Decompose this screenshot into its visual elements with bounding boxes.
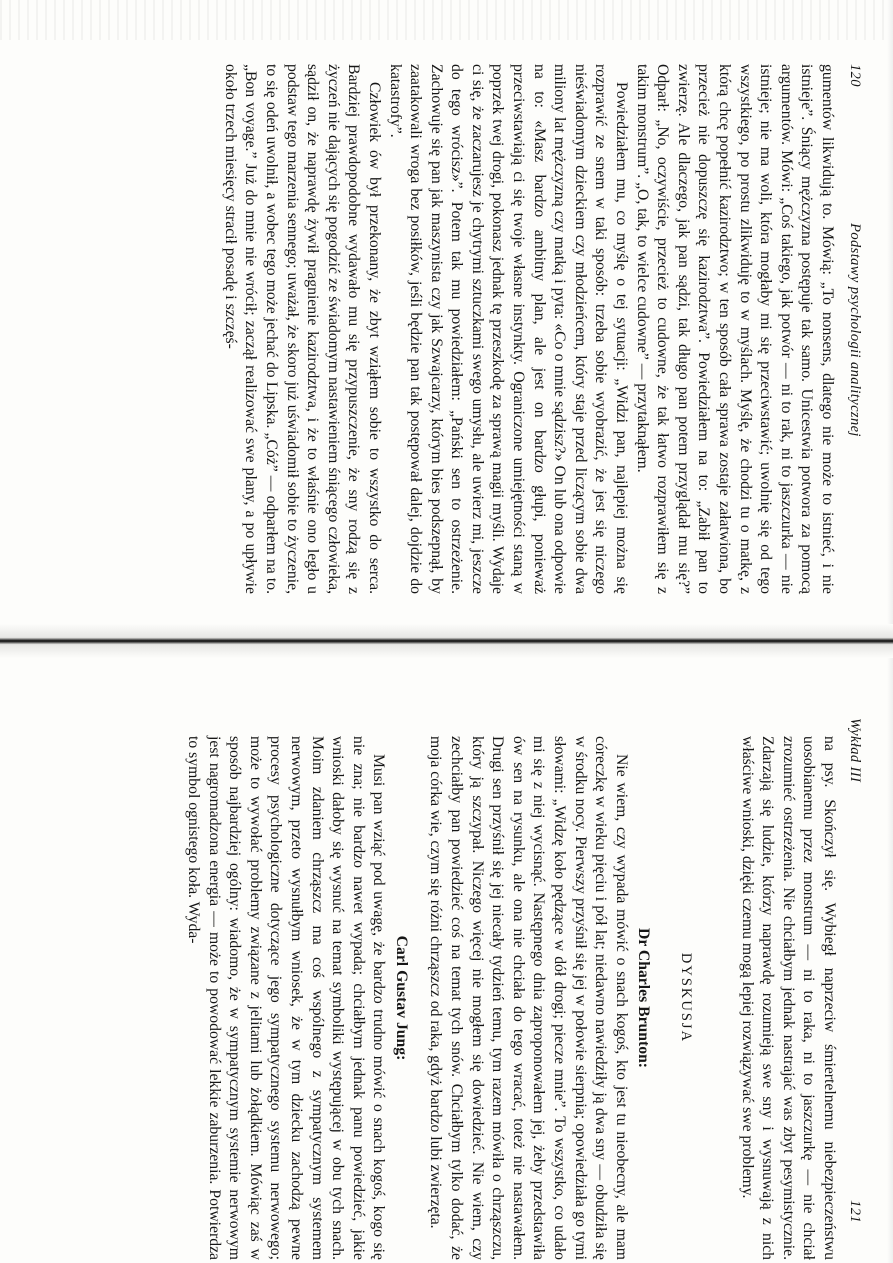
left-running-title: Podstawy psychologii analitycznej [847,223,863,437]
speaker-paragraph: Musi pan wziąć pod uwagę, że bardzo trudno mówić o snach kogoś, kogo się nie zna; nie bardzo nawet wypada; chciałbym jednak panu powiedzieć, jakie wnioski dałoby się wysnuć na temat symboliki występującej w obu tych snach. Moim zdaniem chrząszcz ma coś wspólnego z sympatycznym systemem nerwowym, przeto wysnułbym wniosek, że w tym dziecku zachodzą pewne procesy psychologiczne dotyczące jego sympatycznego systemu nerwowego; może to wywołać problemy związane z jelitami lub żołądkiem. Mówiąc zaś w sposób najbardziej ogólny: wiadomo, że w sympatycznym systemie nerwowym jest nagromadzona energia — może to powodować lekkie zaburzenia. Potwierdza to symbol ognistego koła. Wyda- [184,736,388,1260]
left-paragraph-1: gumentów likwidują to. Mówią: „To nonsens, dlatego nie może to istnieć, i nie istnieje”. Śniący mężczyzna postępuje tak samo. Unicestwia potwora za pomocą argumentów. Mówi: „Coś takiego, jak potwór — ni to rak, ni to jaszczurka — nie istnieje; nie ma woli, która mogłaby mi się przeciwstawić; uwolnię się od tego wszystkiego, po prostu zlikwiduję to w myślach. Myślę, że chodzi tu o matkę, z którą chcę popełnić kazirodztwo; w ten sposób cała sprawa zostaje załatwiona, bo przecież nie dopuszczę się kazirodztwa”. Powiedziałem na to: „Zabił pan to zwierzę. Ale dlaczego, jak pan sądzi, tak długo pan potem przyglądał mu się?” Odparł: „No, oczywiście, przecież to cudowne, że tak łatwo rozprawiłem się z takim monstrum”. „O, tak, to wielce cudowne” — przytaknąłem. [633,64,836,594]
speaker-paragraph: Nie wiem, czy wypada mówić o snach kogoś, kto jest tu nieobecny, ale mam córeczkę w wieku pięciu i pół lat; niedawno nawiedziły ją dwa sny — obudziła się w środku nocy. Pierwszy przyśnił się jej w połowie sierpnia; opowiedziała go tymi słowami: „Widzę koło pędzące w dół drogi; piecze mnie”. To wszystko, co udało mi się z niej wycisnąć. Następnego dnia zaproponowałem jej, żeby przedstawiła ów sen na rysunku, ale ona nie chciała do tego wracać, toteż nie nastawałem. Drugi sen przyśnił się jej niecały tydzień temu, tym razem mówiła o chrząszczu, który ją szczypał. Niczego więcej nie mogłem się dowiedzieć. Nie wiem, czy zechciałby pan powiedzieć coś na temat tych snów. Chciałbym tylko dodać, że moja córka wie, czym się różni chrząszcz od raka, gdyż bardzo lubi zwierzęta. [427,736,630,1260]
right-page-number: 121 [847,1200,863,1223]
right-running-head [841,718,863,1223]
left-paragraph-2: Powiedziałem mu, co myślę o tej sytuacji: „Widzi pan, najlepiej można się rozprawić ze snem w taki sposób: trzeba sobie wyobrazić, że jest się niczego nieświadomym dzieckiem czy młodzieńcem, który staje przed liczącym sobie dwa miliony lat mężczyzną czy matką i pyta: «Co o mnie sądzisz?» On lub ona odpowie na to: «Masz bardzo ambitny plan, ale jest on bardzo głupi, ponieważ przeciwstawiają ci się twoje własne instynkty. Ograniczone umiejętności staną w poprzek twej drogi, pokonasz jednak tę przeszkodę za sprawą magii myśli. Wydaje ci się, że zaczarujesz je chytrymi sztuczkami swego umysłu, ale uwierz mi, jeszcze do tego wrócisz»”. Potem tak mu powiedziałem: „Pański sen to ostrzeżenie. Zachowuje się pan jak maszynista czy jak Szwajcarzy, którym bies podszepnął, by zaatakowali wroga bez posiłków, jeśli będzie pan tak postępował dalej, dojdzie do katastrofy”. [386,64,631,594]
left-page-number: 120 [847,64,863,87]
right-paragraph-1: na psy. Skończył się. Wybiegł naprzeciw śmiertelnemu niebezpieczeństwu uosobianemu przez monstrum — ni to raka, ni to jaszczurkę — nie chciał zrozumieć ostrzeżenia. Nie chciałbym jednak nastrajać was zbyt pesymistycznie. Zdarzają się ludzie, którzy naprawdę rozumieją swe sny i wysnuwają z nich właściwe wnioski, dzięki czemu mogą lepiej rozwiązywać swe problemy. [738,736,838,1260]
speaker-name: Dr Charles Brunton: [635,927,653,1069]
book-gutter [0,624,893,658]
right-running-title: Wykład III [847,718,863,783]
left-paragraph-3: Człowiek ów był przekonany, że zbyt wziąłem sobie to wszystko do serca. Bardziej prawdopodobne wydawało mu się przypuszczenie, że sny rodzą się z życzeń nie dających się pogodzić ze świadomym nastawieniem śniącego człowieka, sądził on, że naprawdę żywił pragnienie kazirodztwa, i że to właśnie ono legło u podstaw tego marzenia sennego; uważał, że skoro już uświadomił sobie to życzenie, to się odeń uwolnił, a wobec tego może jechać do Lipska. „Cóż” — odparłem na to. „Bon voyage.” Już do mnie nie wrócił; zaczął realizować swe plany, a po upływie około trzech miesięcy stracił posadę i szczęś- [221,64,383,594]
right-body-text [182,736,839,1260]
section-heading: DYSKUSJA [678,952,695,1044]
speaker-name: Carl Gustav Jung: [392,935,410,1061]
right-page [0,654,893,1263]
left-body-text [219,64,837,594]
left-running-head [841,64,863,596]
